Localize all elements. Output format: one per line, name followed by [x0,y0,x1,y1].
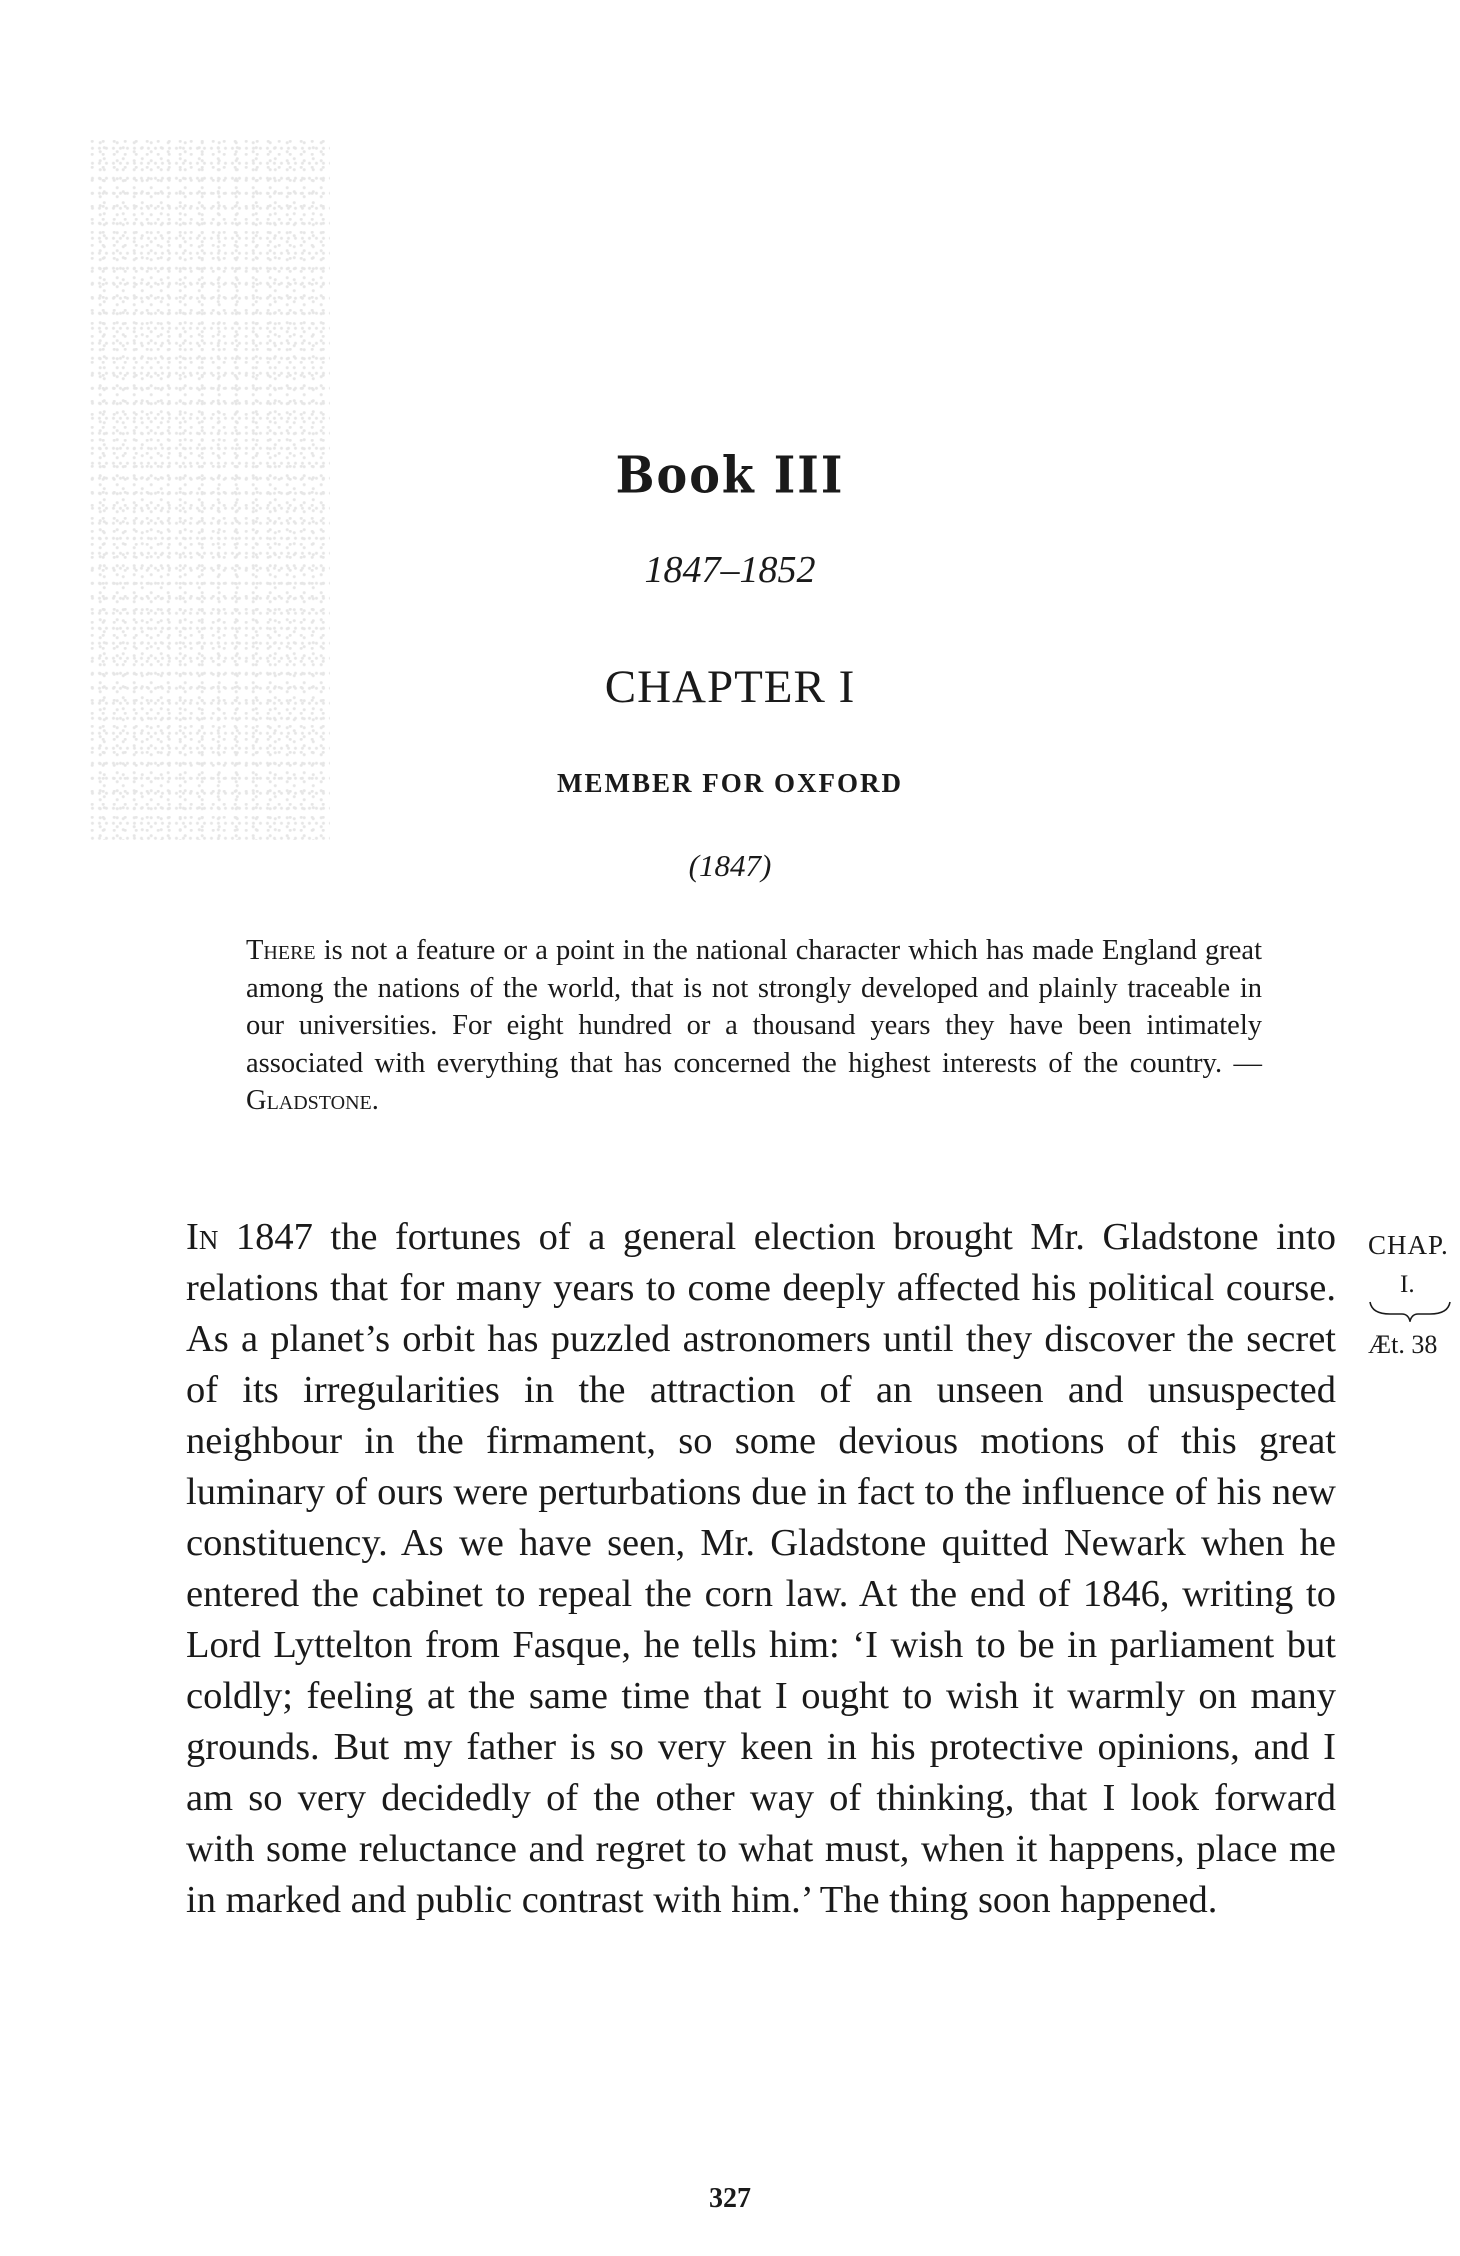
book-title: Book III [615,445,845,505]
epigraph-author: Gladstone. [246,1085,379,1116]
book-years: 1847–1852 [644,549,816,591]
margin-brace-icon [1368,1300,1452,1322]
chapter-heading: CHAPTER I [604,661,856,713]
body-lead-word: In [186,1216,219,1258]
body-paragraph [186,1212,1336,1926]
epigraph-text: is not a feature or a point in the national character which has made England great among the nations of the world, that is not strongly developed and plainly traceable in our universities. For eight hundred or a thousand years they have been intimately associated with everything that has concerned the highest interests of the country. — [246,935,1262,1079]
page-number: 327 [709,2183,751,2214]
chapter-year: (1847) [688,848,772,883]
margin-age-label: Æt. 38 [1368,1330,1438,1359]
epigraph [246,932,1262,1120]
body-text: 1847 the fortunes of a general election brought Mr. Gladstone into relations that for many years to come deeply affected his political course. As a planet’s orbit has puzzled astronomers until they discover the secret of its irregularities in the attraction of an unseen and unsuspected neighbour in the firmament, so some devious motions of this great luminary of ours were perturbations due in fact to the influence of his new constituency. As we have seen, Mr. Gladstone quitted Newark when he entered the cabinet to repeal the corn law. At the end of 1846, writing to Lord Lyttelton from Fasque, he tells him: ‘I wish to be in parliament but coldly; feeling at the same time that I ought to wish it warmly on many grounds. But my father is so very keen in his protective opinions, and I am so very decidedly of the other way of thinking, that I look forward with some reluctance and regret to what must, when it happens, place me in marked and public contrast with him.’ The thing soon happened. [186,1216,1336,1921]
epigraph-lead-word: There [246,935,316,966]
margin-chapter-label: CHAP. [1368,1230,1449,1260]
margin-chapter-number: I. [1400,1271,1415,1298]
chapter-subtitle: MEMBER FOR OXFORD [557,768,903,798]
